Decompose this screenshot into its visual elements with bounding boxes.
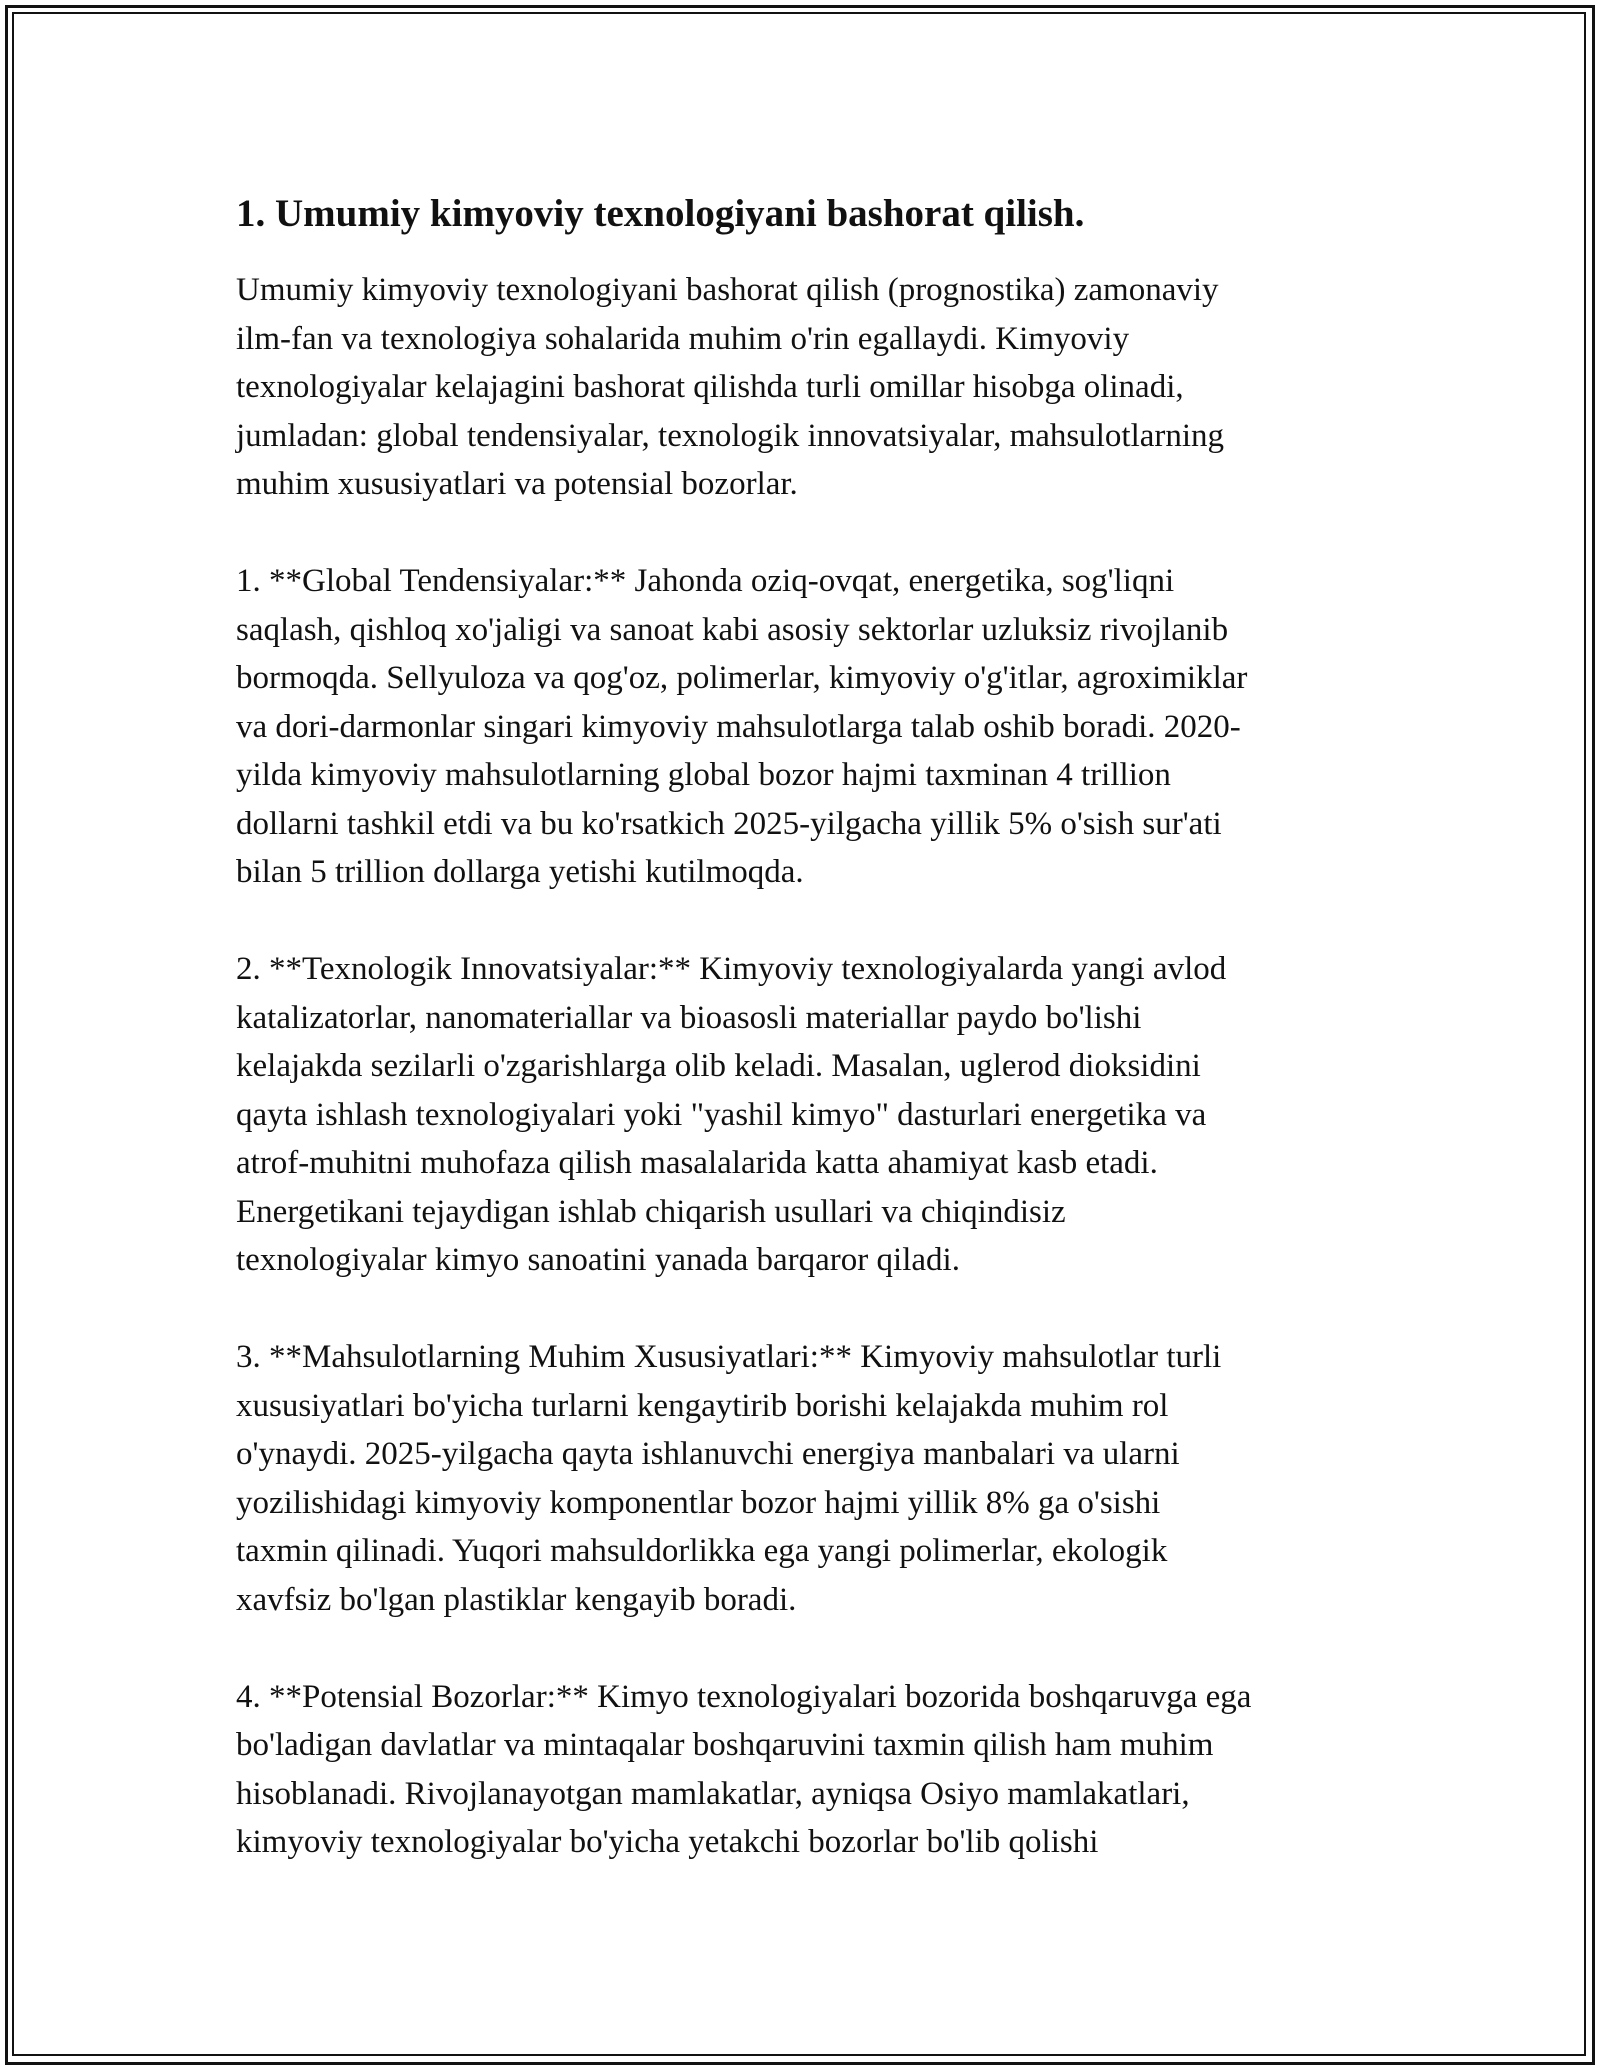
intro-paragraph: Umumiy kimyoviy texnologiyani bashorat qilish (prognostika) zamonaviy ilm-fan va texnologiya sohalarida muhim o'rin egallaydi. Kimyoviy texnologiyalar kelajagini bashorat qilishda turli omillar hisobga olinadi, jumladan: global tendensiyalar, texnologik innovatsiyalar, mahsulotlarning muhim xususiyatlari va potensial bozorlar.	[236, 272, 1225, 502]
document-title: 1. Umumiy kimyoviy texnologiyani bashorat qilish.	[236, 192, 1085, 235]
paragraph-product-properties: 3. **Mahsulotlarning Muhim Xususiyatlari:** Kimyoviy mahsulotlar turli xususiyatlari bo'yicha turlarni kengaytirib borishi kelajakda muhim rol o'ynaydi. 2025-yilgacha qayta ishlanuvchi energiya manbalari va ularni yozilishidagi kimyoviy komponentlar bozor hajmi yillik 8% ga o'sishi taxmin qilinadi. Yuqori mahsuldorlikka ega yangi polimerlar, ekologik xavfsiz bo'lgan plastiklar kengayib boradi.	[236, 1339, 1222, 1618]
paragraph-potential-markets: 4. **Potensial Bozorlar:** Kimyo texnologiyalari bozorida boshqaruvga ega bo'ladigan davlatlar va mintaqalar boshqaruvini taxmin qilish ham muhim hisoblanadi. Rivojlanayotgan mamlakatlar, ayniqsa Osiyo mamlakatlari, kimyoviy texnologiyalar bo'yicha yetakchi bozorlar bo'lib qolishi	[236, 1678, 1252, 1860]
paragraph-tech-innovations: 2. **Texnologik Innovatsiyalar:** Kimyoviy texnologiyalarda yangi avlod katalizatorlar, nanomateriallar va bioasosli materiallar paydo bo'lishi kelajakda sezilarli o'zgarishlarga olib keladi. Masalan, uglerod dioksidini qayta ishlash texnologiyalari yoki "yashil kimyo" dasturlari energetika va atrof-muhitni muhofaza qilish masalalarida katta ahamiyat kasb etadi. Energetikani tejaydigan ishlab chiqarish usullari va chiqindisiz texnologiyalar kimyo sanoatini yanada barqaror qiladi.	[236, 951, 1227, 1278]
paragraph-global-trends: 1. **Global Tendensiyalar:** Jahonda oziq-ovqat, energetika, sog'liqni saqlash, qishloq xo'jaligi va sanoat kabi asosiy sektorlar uzluksiz rivojlanib bormoqda. Sellyuloza va qog'oz, polimerlar, kimyoviy o'g'itlar, agroximiklar va dori-darmonlar singari kimyoviy mahsulotlarga talab oshib boradi. 2020- yilda kimyoviy mahsulotlarning global bozor hajmi taxminan 4 trillion dollarni tashkil etdi va bu ko'rsatkich 2025-yilgacha yillik 5% o'sish sur'ati bilan 5 trillion dollarga yetishi kutilmoqda.	[236, 563, 1248, 890]
document-body	[236, 188, 1376, 1915]
